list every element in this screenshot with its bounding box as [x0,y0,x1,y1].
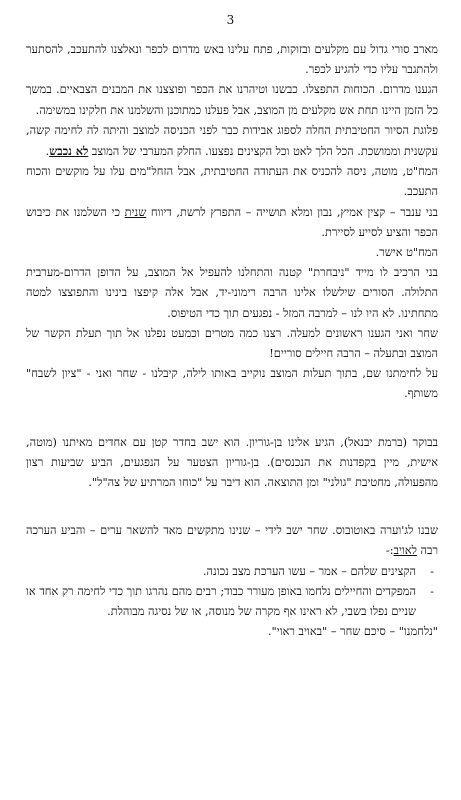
emphasized-text: לא נכבש [49,144,89,159]
paragraph-text: שבנו לג'וערה באוטובוס. שחר ישב לידי – שנינו מתקשים מאד להשאר ערים – והביע הערכה רבה [26,524,438,558]
paragraph: המח"ט, מוטה, ניסה להכניס את העתודה החטיבתית, אבל הזחל"מים עלו על מוקשים והכוח התעכב. [26,165,438,199]
paragraph-text: :- [385,544,394,558]
paragraph: על לחימתנו שם, בתוך תעלות המוצב נוקייב באותו לילה, קיבלנו - שחר ואני - "ציון לשבח" משותף. [26,367,438,401]
list-item: - הקצינים שלהם – אמר – עשו הערכת מצב נכונה. [26,562,416,582]
paragraph [26,521,438,561]
list-item: - המפקדים והחיילים נלחמו באופן מעורר כבוד; רבים מהם נהרגו תוך כדי לחימה רק אחד או שניים נפלו בשבי, לא ראינו אף מקרה של מנוסה, או של נסיגה מבוהלת. [26,582,416,622]
paragraph: שחר ואני הגענו ראשונים למעלה. רצנו כמה מטרים וכמעט נפלנו אל תוך תעלת הקשר של המוצב ובתעלה – הרבה חיילים סוריים! [26,326,438,361]
paragraph-text: פלוגת הסיור החטיבתית החלה לספוג אבידות כבר לפני הכניסה למוצב והיתה לה לחימה קשה, עקשנית וממושכת. הכל הלך לאט וכל הקצינים נפצעו. החלק המערבי של המוצב [26,123,438,159]
paragraph: מארב סורי גדול עם מקלעים ובזוקות, פתח עלינו באש מדרום לכפר ונאלצנו להתעכב, להסתער ולהתגבר עליו כדי להגיע לכפר. [26,43,438,77]
underlined-text: שנית [124,205,147,219]
paragraph: בני הרכיב לו מייד "ניבחרת" קטנה והתחלנו להעפיל אל המוצב, על הדופן הדרום-מערבית התלולה. הסורים שילשלו אלינו הרבה רימוני-יד, אבל אלה קיפצו בינינו והתפוצצו למטה מתחתינו. לא היו לנו – למרבה המזל - נפגעים תוך כדי הטיפוס. [26,266,438,320]
paragraph: בבוקר (ברמת יבנאל), הגיע אלינו בן-גוריון. הוא ישב בחדר קטן עם אחדים מאיתנו (מוטה, אישית, מיין בקפדנות את הנכנסים). בן-גוריון הצטער על הנפגעים, הביע שביעות רצון מהפעולה, מחטיבת "גולני" ומן התוצאה. הוא דיבר על "כוחו המרתיע של צה"ל". [26,435,438,490]
document-body [26,40,438,642]
paragraph [26,121,438,162]
paragraph [26,203,438,243]
paragraph: המח"ט אישר. [375,246,438,260]
paragraph: הגענו מדרום. הכוחות התפצלו. כבשנו וטיהרנו את הכפר ופוצצנו את המבנים הצבאיים. במשך כל הזמן היינו תחת אש מקלעים מן המוצב, אבל פעלנו כמתוכנן והשלמנו את חלקינו במשימה. [26,83,438,117]
page-number: 3 [226,13,235,27]
paragraph-text: כי השלמנו את כיבוש הכפר והציע לסייע לסיירת. [26,205,438,239]
bullet-list [26,562,438,623]
underlined-text: לאויב [393,544,417,558]
closing-quote: "נלחמנו" – סיכם שחר – "באויב ראוי". [267,625,438,639]
paragraph-text: . [45,145,50,159]
paragraph-text: בני ענבר – קצין אמיץ, נבון ומלא תושייה – התפרץ לרשת, דיווח [146,205,438,219]
